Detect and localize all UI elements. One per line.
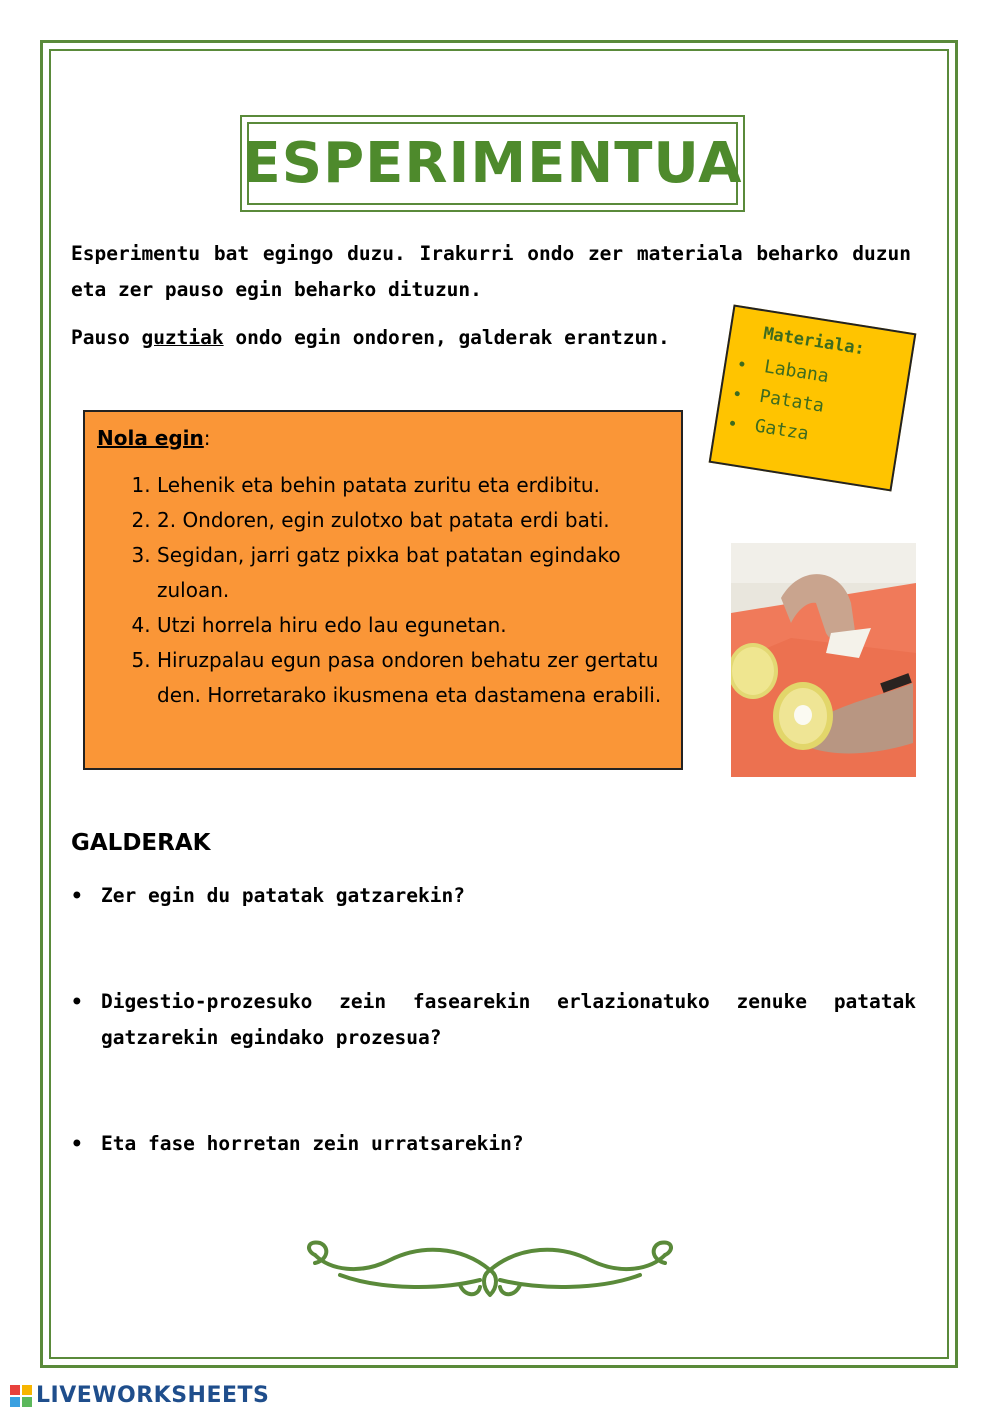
- bullet-icon: •: [71, 990, 83, 1013]
- intro-paragraph-1: Esperimentu bat egingo duzu. Irakurri ondo zer materiala beharko duzun eta zer pauso egin beharko dituzun.: [71, 242, 911, 301]
- liveworksheets-logo-icon: [10, 1385, 32, 1407]
- question-text: Eta fase horretan zein urratsarekin?: [101, 1132, 524, 1155]
- questions-title: GALDERAK: [71, 830, 211, 856]
- instruction-step: 4. Utzi horrela hiru edo lau egunetan.: [157, 608, 687, 643]
- page-title: ESPERIMENTUA: [242, 131, 743, 196]
- instructions-box: [83, 410, 683, 770]
- question-text: Digestio-prozesuko zein fasearekin erlazionatuko zenuke patatak gatzarekin egindako prozesua?: [101, 990, 916, 1049]
- materials-title: Materiala:: [761, 323, 867, 360]
- flourish-icon: [300, 1235, 680, 1305]
- materials-item: • Gatza: [745, 410, 822, 451]
- bullet-icon: •: [71, 1132, 83, 1155]
- instructions-title-text: Nola egin: [97, 426, 204, 450]
- instructions-steps: [127, 468, 687, 713]
- experiment-photo: [731, 543, 916, 777]
- materials-item: • Patata: [749, 381, 826, 422]
- title-frame: [240, 115, 745, 212]
- instructions-title-colon: :: [203, 426, 211, 450]
- bullet-icon: •: [71, 884, 83, 907]
- instruction-step: 3. Segidan, jarri gatz pixka bat patatan egindako zuloan.: [157, 538, 687, 608]
- question-item: [71, 1126, 916, 1162]
- question-text: Zer egin du patatak gatzarekin?: [101, 884, 465, 907]
- decorative-flourish: [300, 1235, 680, 1309]
- intro-p2-end: ondo egin ondoren, galderak erantzun.: [223, 326, 670, 349]
- question-item: [71, 878, 916, 914]
- materials-note: [709, 305, 917, 492]
- title-frame-inner: [242, 122, 743, 205]
- materials-list: [729, 349, 831, 452]
- brand-name: LIVEWORKSHEETS: [36, 1383, 270, 1408]
- instruction-step: 5. Hiruzpalau egun pasa ondoren behatu zer gertatu den. Horretarako ikusmena eta dastamena erabili.: [157, 643, 687, 713]
- intro-p2-start: Pauso: [71, 326, 142, 349]
- footer-brand: [10, 1383, 269, 1408]
- instruction-step: 1. Lehenik eta behin patata zuritu eta erdibitu.: [157, 468, 687, 503]
- instructions-title: [97, 426, 211, 450]
- materials-item: • Labana: [754, 351, 831, 392]
- potato-salt-illustration: [731, 543, 916, 777]
- intro-p2-underlined: guztiak: [141, 326, 224, 349]
- instruction-step: 2. 2. Ondoren, egin zulotxo bat patata erdi bati.: [157, 503, 687, 538]
- question-item: [71, 984, 916, 1056]
